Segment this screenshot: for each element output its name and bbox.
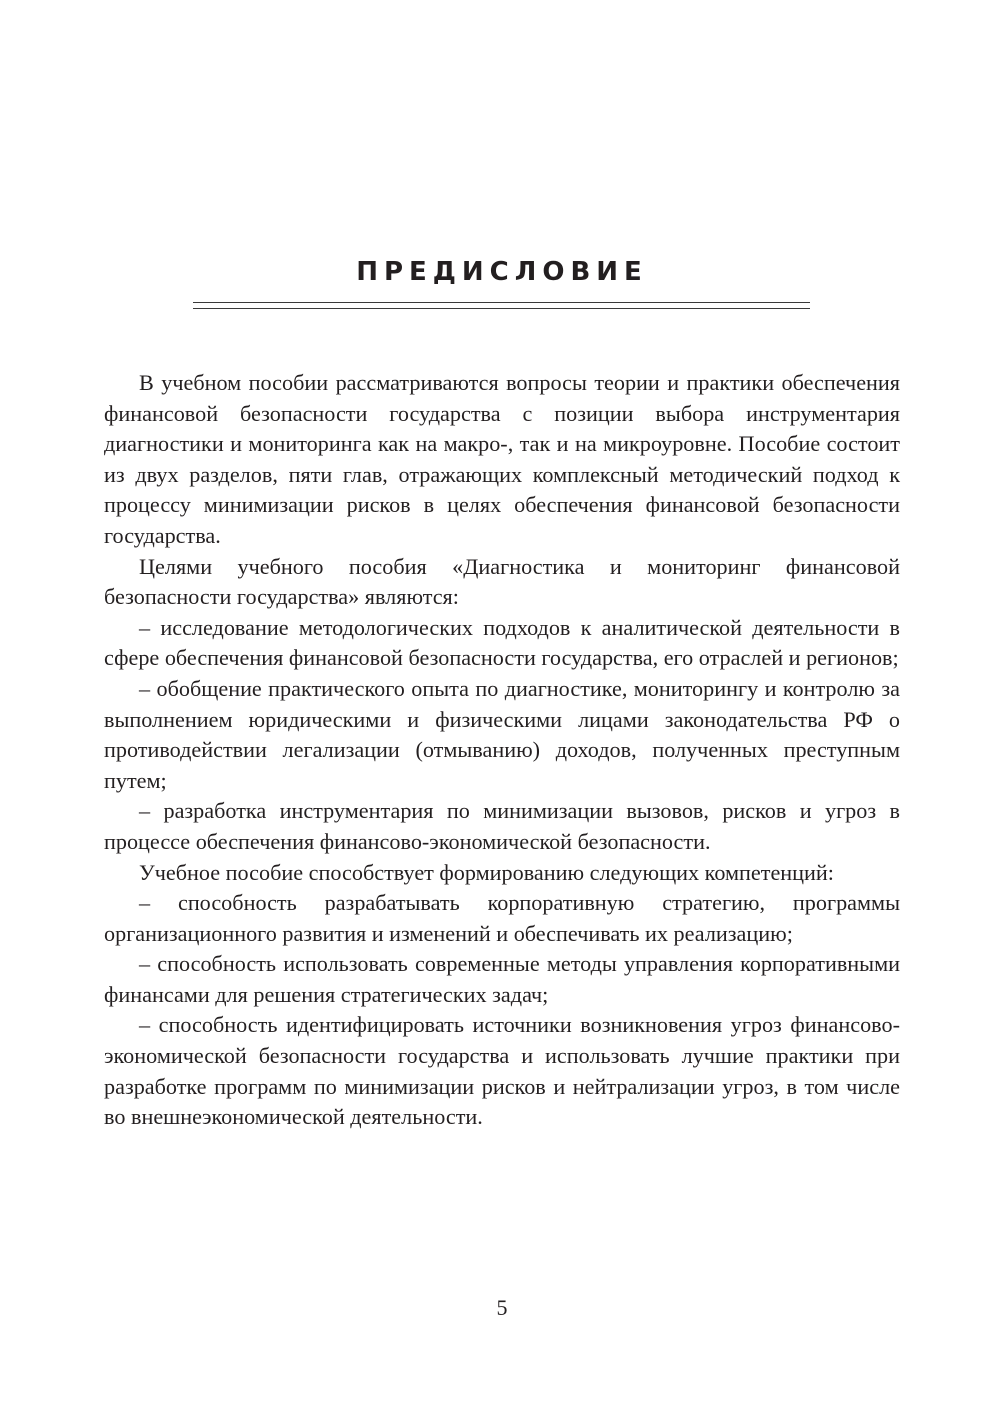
list-item-competency: – способность использовать современные методы управления корпоративными финансами для решения стратегических задач; [104,951,900,1007]
list-item-goal: – исследование методологических подходов к аналитической деятельности в сфере обеспечения финансовой безопасности государства, его отраслей и регионов; [104,614,900,671]
page-title: ПРЕДИСЛОВИЕ [356,257,648,287]
list-item-goal: – разработка инструментария по минимизации вызовов, рисков и угроз в процессе обеспечения финансово-экономической безопасности. [104,798,900,854]
body-text [104,368,900,1133]
page-number: 5 [496,1295,508,1320]
paragraph-intro: В учебном пособии рассматриваются вопросы теории и практики обеспечения финансовой безопасности государства с позиции выбора инструментария диагностики и мониторинга как на макро-, так и на микроуровне. Пособие состоит из двух разделов, пяти глав, отражающих комплексный методический подход к процессу минимизации рисков в целях обеспечения финансовой безопасности государства. [104,370,900,548]
paragraph-goals-intro: Целями учебного пособия «Диагностика и мониторинг финансовой безопасности государства» являются: [104,553,900,610]
paragraph-competencies-intro: Учебное пособие способствует формированию следующих компетенций: [139,859,834,885]
list-item-goal: – обобщение практического опыта по диагностике, мониторингу и контролю за выполнением юридическими и физическими лицами законодательства РФ о противодействии легализации (отмыванию) доходов, полученных преступным путем; [104,675,900,793]
list-item-competency: – способность идентифицировать источники возникновения угроз финансово-экономической безопасности государства и использовать лучшие практики при разработке программ по минимизации рисков и нейтрализации угроз, в том числе во внешнеэкономической деятельности. [104,1012,900,1130]
list-item-competency: – способность разрабатывать корпоративную стратегию, программы организационного развития и изменений и обеспечивать их реализацию; [104,890,900,946]
title-double-rule [193,302,810,309]
